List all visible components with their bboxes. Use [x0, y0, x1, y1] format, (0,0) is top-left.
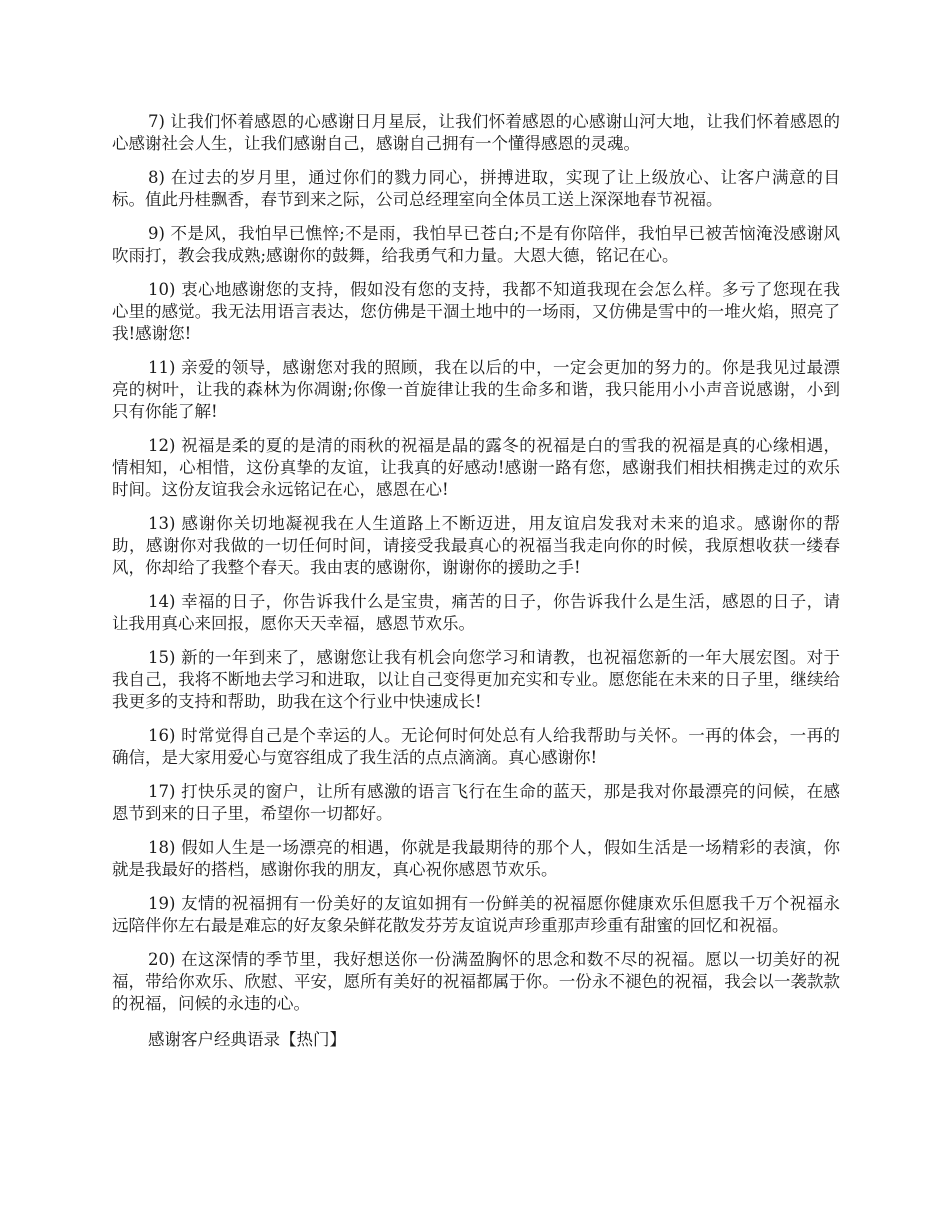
paragraph-17: 17) 打快乐灵的窗户，让所有感激的语言飞行在生命的蓝天，那是我对你最漂亮的问候，在感恩节到来的日子里，希望你一切都好。 — [112, 782, 840, 823]
section-title: 感谢客户经典语录【热门】 — [148, 1030, 346, 1049]
paragraph-9: 9) 不是风，我怕早已憔悴;不是雨，我怕早已苍白;不是有你陪伴，我怕早已被苦恼淹没感谢风吹雨打，教会我成熟;感谢你的鼓舞，给我勇气和力量。大恩大德，铭记在心。 — [112, 224, 840, 265]
paragraph-12: 12) 祝福是柔的夏的是清的雨秋的祝福是晶的露冬的祝福是白的雪我的祝福是真的心缘相遇，情相知，心相惜，这份真挚的友谊，让我真的好感动!感谢一路有您，感谢我们相扶相携走过的欢乐时间。这份友谊我会永远铭记在心，感恩在心! — [112, 436, 840, 499]
paragraph-16: 16) 时常觉得自己是个幸运的人。无论何时何处总有人给我帮助与关怀。一再的体会，一再的确信，是大家用爱心与宽容组成了我生活的点点滴滴。真心感谢你! — [112, 726, 840, 767]
paragraph-10: 10) 衷心地感谢您的支持，假如没有您的支持，我都不知道我现在会怎么样。多亏了您现在我心里的感觉。我无法用语言表达，您仿佛是干涸土地中的一场雨，又仿佛是雪中的一堆火焰，照亮了我!感谢您! — [112, 280, 840, 343]
paragraph-19: 19) 友情的祝福拥有一份美好的友谊如拥有一份鲜美的祝福愿你健康欢乐但愿我千万个祝福永远陪伴你左右最是难忘的好友象朵鲜花散发芬芳友谊说声珍重那声珍重有甜蜜的回忆和祝福。 — [112, 894, 840, 935]
paragraph-13: 13) 感谢你关切地凝视我在人生道路上不断迈进，用友谊启发我对未来的追求。感谢你的帮助，感谢你对我做的一切任何时间，请接受我最真心的祝福当我走向你的时候，我原想收获一缕春风，你却给了我整个春天。我由衷的感谢你，谢谢你的援助之手! — [112, 514, 840, 577]
paragraph-14: 14) 幸福的日子，你告诉我什么是宝贵，痛苦的日子，你告诉我什么是生活，感恩的日子，请让我用真心来回报，愿你天天幸福，感恩节欢乐。 — [112, 592, 840, 633]
paragraph-11: 11) 亲爱的领导，感谢您对我的照顾，我在以后的中，一定会更加的努力的。你是我见过最漂亮的树叶，让我的森林为你凋谢;你像一首旋律让我的生命多和谐，我只能用小小声音说感谢，小到只有你能了解! — [112, 358, 840, 421]
paragraph-8: 8) 在过去的岁月里，通过你们的戮力同心，拼搏进取，实现了让上级放心、让客户满意的目标。值此丹桂飘香，春节到来之际，公司总经理室向全体员工送上深深地春节祝福。 — [112, 168, 840, 209]
paragraph-18: 18) 假如人生是一场漂亮的相遇，你就是我最期待的那个人，假如生活是一场精彩的表演，你就是我最好的搭档，感谢你我的朋友，真心祝你感恩节欢乐。 — [112, 838, 840, 879]
paragraph-20: 20) 在这深情的季节里，我好想送你一份满盈胸怀的思念和数不尽的祝福。愿以一切美好的祝福，带给你欢乐、欣慰、平安，愿所有美好的祝福都属于你。一份永不褪色的祝福，我会以一袭款款的祝福，问候的永违的心。 — [112, 950, 840, 1013]
paragraph-15: 15) 新的一年到来了，感谢您让我有机会向您学习和请教，也祝福您新的一年大展宏图。对于我自己，我将不断地去学习和进取，以让自己变得更加充实和专业。愿您能在未来的日子里，继续给我更多的支持和帮助，助我在这个行业中快速成长! — [112, 648, 840, 711]
paragraph-7: 7) 让我们怀着感恩的心感谢日月星辰，让我们怀着感恩的心感谢山河大地，让我们怀着感恩的心感谢社会人生，让我们感谢自己，感谢自己拥有一个懂得感恩的灵魂。 — [112, 112, 840, 153]
